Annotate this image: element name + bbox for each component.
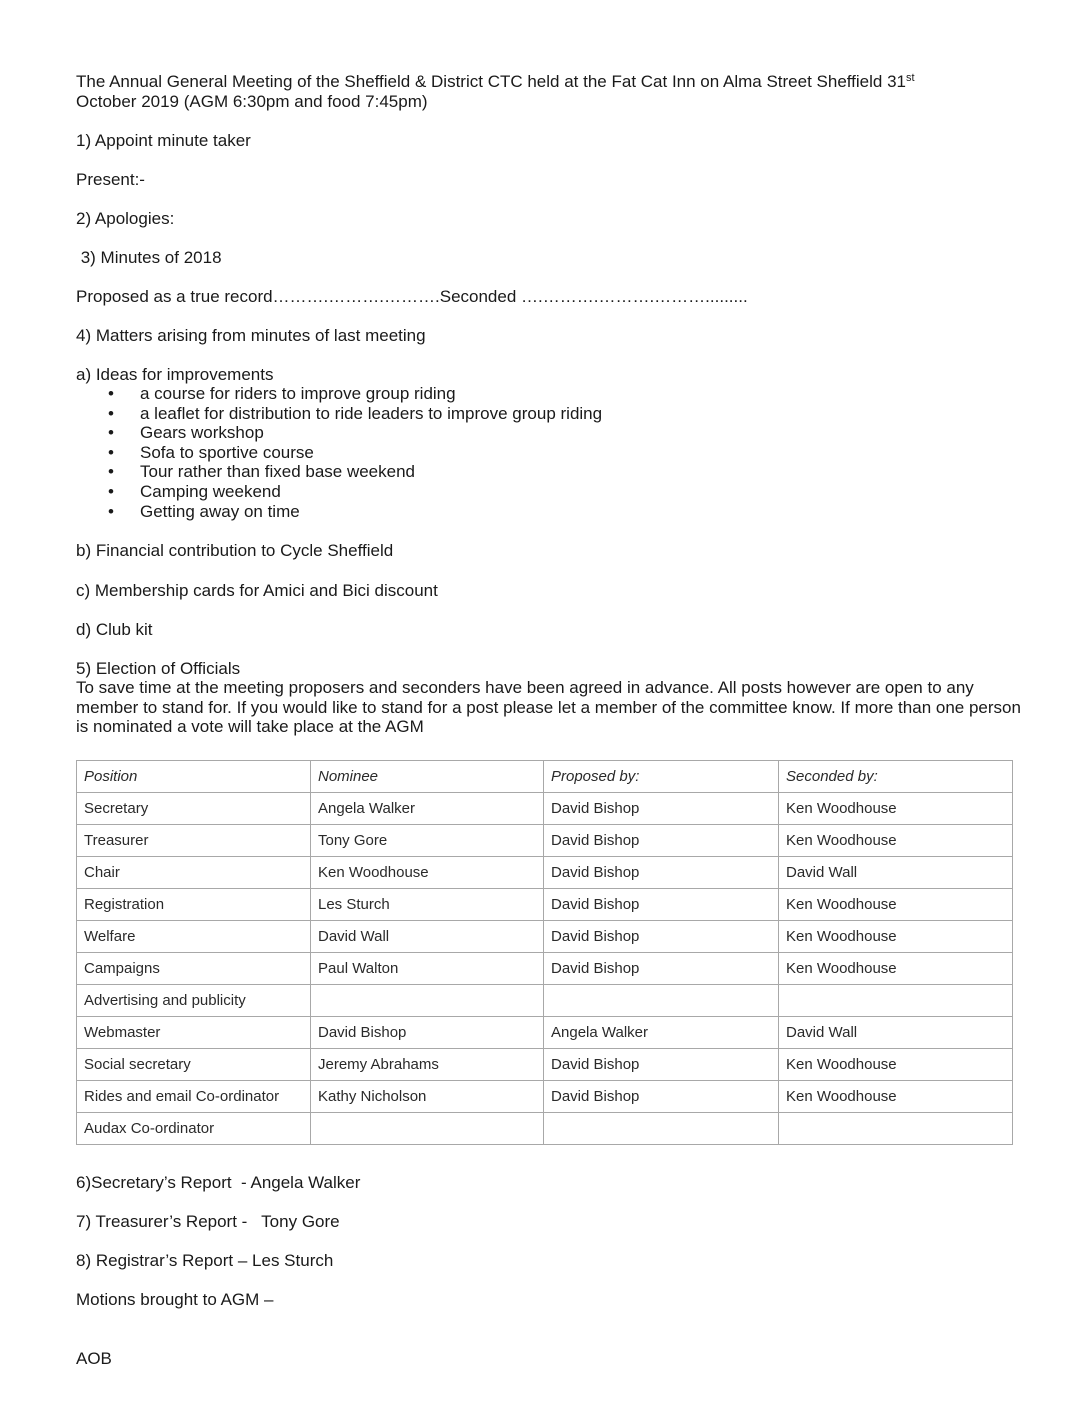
cell-position: Advertising and publicity	[77, 985, 311, 1017]
item-treasurer-report: 7) Treasurer’s Report - Tony Gore	[76, 1212, 340, 1231]
cell-seconded-by: Ken Woodhouse	[779, 921, 1013, 953]
title-superscript: st	[906, 72, 915, 84]
item-aob: AOB	[76, 1349, 112, 1368]
table-row	[77, 921, 1013, 953]
item-election-heading: 5) Election of Officials	[76, 659, 241, 678]
cell-proposed-by: David Bishop	[544, 921, 779, 953]
item-apologies: 2) Apologies:	[76, 209, 175, 228]
cell-position: Secretary	[77, 793, 311, 825]
cell-seconded-by: Ken Woodhouse	[779, 889, 1013, 921]
item-registrar-report: 8) Registrar’s Report – Les Sturch	[76, 1251, 334, 1270]
bullet-icon: •	[108, 481, 114, 501]
item-matters-arising: 4) Matters arising from minutes of last meeting	[76, 326, 426, 345]
item-motions: Motions brought to AGM –	[76, 1290, 274, 1309]
cell-position: Webmaster	[77, 1017, 311, 1049]
list-item: • Getting away on time	[108, 501, 300, 521]
item-ideas: a) Ideas for improvements	[76, 365, 274, 384]
table-row	[77, 1113, 1013, 1145]
cell-nominee: Tony Gore	[311, 825, 544, 857]
table-row	[77, 889, 1013, 921]
list-item: • Camping weekend	[108, 481, 281, 501]
cell-proposed-by: David Bishop	[544, 1081, 779, 1113]
cell-nominee: Kathy Nicholson	[311, 1081, 544, 1113]
title-line-2: October 2019 (AGM 6:30pm and food 7:45pm)	[76, 92, 428, 111]
cell-position: Social secretary	[77, 1049, 311, 1081]
cell-proposed-by	[544, 1113, 779, 1145]
bullet-icon: •	[108, 442, 114, 462]
ideas-bullet-list	[108, 384, 602, 521]
election-paragraph: To save time at the meeting proposers and seconders have been agreed in advance. All posts however are open to any member to stand for. If you would like to stand for a post please let a member of the committee know. If more than one person is nominated a vote will take place at the AGM	[76, 678, 1021, 736]
bullet-icon: •	[108, 384, 114, 403]
cell-seconded-by: Ken Woodhouse	[779, 793, 1013, 825]
bullet-icon: •	[108, 462, 114, 482]
table-row	[77, 825, 1013, 857]
table-row	[77, 793, 1013, 825]
cell-seconded-by: Ken Woodhouse	[779, 953, 1013, 985]
item-membership-cards: c) Membership cards for Amici and Bici discount	[76, 581, 438, 600]
cell-proposed-by: Angela Walker	[544, 1017, 779, 1049]
header-seconded-by: Seconded by:	[779, 761, 1013, 793]
cell-nominee: Jeremy Abrahams	[311, 1049, 544, 1081]
list-item: • Gears workshop	[108, 423, 264, 443]
cell-seconded-by: David Wall	[779, 857, 1013, 889]
cell-position: Chair	[77, 857, 311, 889]
officials-table	[76, 760, 1013, 1145]
table-row	[77, 1017, 1013, 1049]
list-item: • a course for riders to improve group riding	[108, 384, 456, 403]
cell-nominee: Les Sturch	[311, 889, 544, 921]
cell-seconded-by: Ken Woodhouse	[779, 1049, 1013, 1081]
header-nominee: Nominee	[311, 761, 544, 793]
item-present: Present:-	[76, 170, 145, 189]
item-proposed-seconded: Proposed as a true record……….……….……….Seconded ….……….……….……….........	[76, 287, 748, 306]
cell-proposed-by: David Bishop	[544, 1049, 779, 1081]
item-club-kit: d) Club kit	[76, 620, 153, 639]
cell-nominee: David Bishop	[311, 1017, 544, 1049]
title-line-1: The Annual General Meeting of the Sheffield & District CTC held at the Fat Cat Inn on Alma Street Sheffield 31	[76, 72, 907, 91]
cell-position: Audax Co-ordinator	[77, 1113, 311, 1145]
table-row	[77, 985, 1013, 1017]
cell-seconded-by: Ken Woodhouse	[779, 1081, 1013, 1113]
cell-seconded-by: David Wall	[779, 1017, 1013, 1049]
header-proposed-by: Proposed by:	[544, 761, 779, 793]
cell-nominee	[311, 1113, 544, 1145]
cell-position: Rides and email Co-ordinator	[77, 1081, 311, 1113]
cell-position: Treasurer	[77, 825, 311, 857]
cell-proposed-by: David Bishop	[544, 889, 779, 921]
item-minutes: 3) Minutes of 2018	[76, 248, 222, 267]
table-header-row	[77, 761, 1013, 793]
cell-seconded-by	[779, 985, 1013, 1017]
cell-position: Registration	[77, 889, 311, 921]
table-row	[77, 857, 1013, 889]
cell-nominee	[311, 985, 544, 1017]
cell-proposed-by: David Bishop	[544, 825, 779, 857]
bullet-icon: •	[108, 403, 114, 423]
cell-nominee: Paul Walton	[311, 953, 544, 985]
header-position: Position	[77, 761, 311, 793]
table-row	[77, 1049, 1013, 1081]
cell-nominee: David Wall	[311, 921, 544, 953]
bullet-icon: •	[108, 501, 114, 521]
cell-proposed-by: David Bishop	[544, 793, 779, 825]
cell-seconded-by: Ken Woodhouse	[779, 825, 1013, 857]
cell-seconded-by	[779, 1113, 1013, 1145]
item-minute-taker: 1) Appoint minute taker	[76, 131, 251, 150]
cell-proposed-by: David Bishop	[544, 857, 779, 889]
list-item: • Tour rather than fixed base weekend	[108, 462, 416, 482]
table-row	[77, 1081, 1013, 1113]
bullet-icon: •	[108, 423, 114, 443]
cell-nominee: Ken Woodhouse	[311, 857, 544, 889]
list-item: • Sofa to sportive course	[108, 442, 314, 462]
table-row	[77, 953, 1013, 985]
cell-position: Campaigns	[77, 953, 311, 985]
cell-nominee: Angela Walker	[311, 793, 544, 825]
item-financial-contribution: b) Financial contribution to Cycle Sheffield	[76, 541, 394, 560]
cell-proposed-by	[544, 985, 779, 1017]
item-secretary-report: 6)Secretary’s Report - Angela Walker	[76, 1173, 361, 1192]
cell-proposed-by: David Bishop	[544, 953, 779, 985]
list-item: • a leaflet for distribution to ride leaders to improve group riding	[108, 403, 603, 423]
cell-position: Welfare	[77, 921, 311, 953]
document-title	[76, 72, 915, 112]
